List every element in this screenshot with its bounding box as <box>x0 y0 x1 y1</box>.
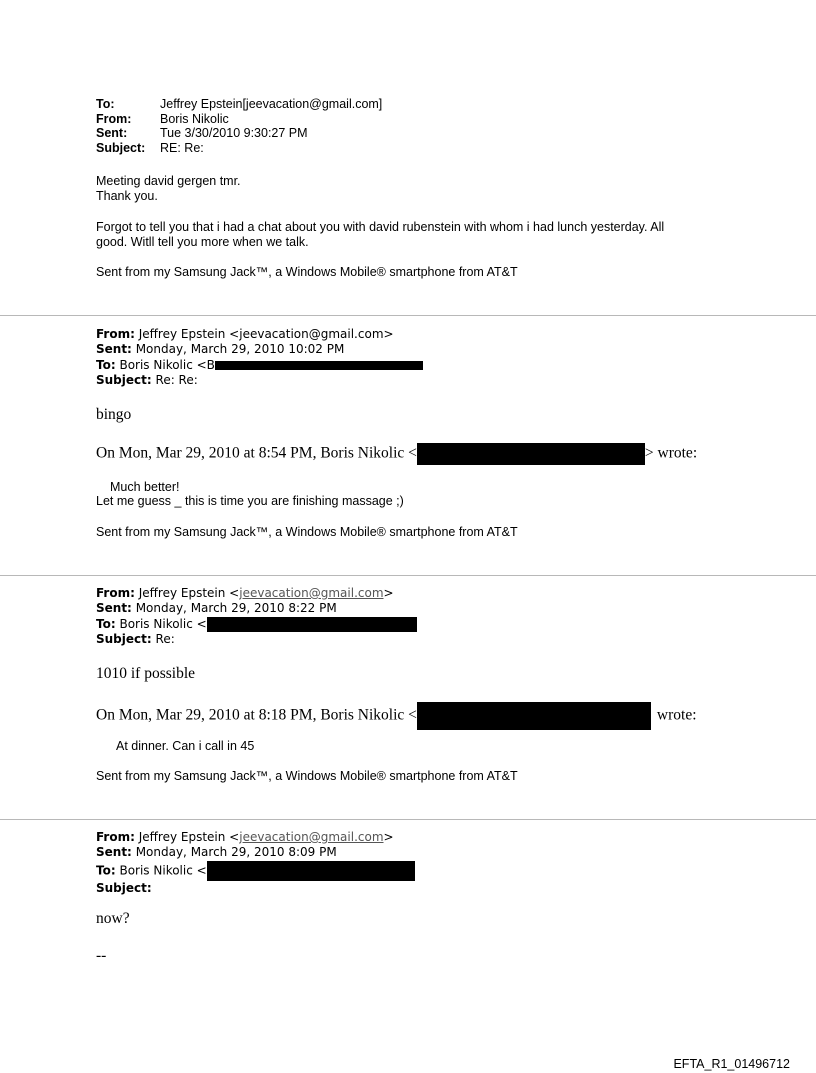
subject-label: Subject: <box>96 140 146 155</box>
to-value: Jeffrey Epstein[jeevacation@gmail.com] <box>160 97 383 111</box>
message-2-signature: Sent from my Samsung Jack™, a Windows Mobile® smartphone from AT&T <box>96 525 518 539</box>
message-1-body <box>96 174 241 203</box>
sent-label: Sent: <box>96 126 128 141</box>
sent-label: Sent: <box>96 601 132 616</box>
sent-label: Sent: <box>96 845 132 860</box>
sent-value: Monday, March 29, 2010 8:22 PM <box>135 601 337 616</box>
message-2-header <box>96 327 423 389</box>
to-value: Boris Nikolic < <box>119 863 207 878</box>
from-name: Jeffrey Epstein < <box>138 586 240 600</box>
to-value: Boris Nikolic <B <box>119 357 215 372</box>
subject-label: Subject: <box>96 373 152 388</box>
message-3-body: 1010 if possible <box>96 665 196 682</box>
body-line: Forgot to tell you that i had a chat about you with david rubenstein with whom i had lunch yesterday. All <box>96 220 665 234</box>
from-label: From: <box>96 830 135 844</box>
sent-value: Monday, March 29, 2010 10:02 PM <box>135 342 345 357</box>
subject-value: RE: Re: <box>160 140 204 155</box>
to-label: To: <box>96 616 116 631</box>
document-id: EFTA_R1_01496712 <box>673 1057 790 1071</box>
quoted-line: Let me guess _ this is time you are finishing massage ;) <box>96 494 404 508</box>
body-line: good. Witll tell you more when we talk. <box>96 234 309 249</box>
message-3-quote-intro <box>96 702 697 730</box>
subject-label: Subject: <box>96 632 152 647</box>
quote-end-text: wrote: <box>656 706 697 724</box>
sent-value: Monday, March 29, 2010 8:09 PM <box>135 845 337 860</box>
redaction-bar <box>417 443 645 465</box>
message-4-body: now? <box>96 910 130 927</box>
to-label: To: <box>96 863 116 878</box>
redaction-bar <box>207 617 417 632</box>
body-line: Thank you. <box>96 188 158 203</box>
message-1-paragraph <box>96 220 664 249</box>
quoted-line: Much better! <box>110 480 180 494</box>
to-label: To: <box>96 357 116 372</box>
subject-value: Re: Re: <box>155 373 198 388</box>
separator-rule <box>0 575 816 576</box>
message-3-signature: Sent from my Samsung Jack™, a Windows Mobile® smartphone from AT&T <box>96 769 518 783</box>
quote-end-text: > wrote: <box>644 444 698 462</box>
message-1-signature: Sent from my Samsung Jack™, a Windows Mobile® smartphone from AT&T <box>96 265 518 279</box>
separator-rule <box>0 315 816 316</box>
to-value: Boris Nikolic < <box>119 616 207 631</box>
to-label: To: <box>96 97 115 111</box>
message-3-header <box>96 586 417 648</box>
from-email-link[interactable]: jeevacation@gmail.com <box>239 830 384 844</box>
from-label: From: <box>96 586 135 600</box>
from-name: Jeffrey Epstein < <box>138 830 240 844</box>
message-4-signature-dash: -- <box>96 947 107 964</box>
from-value: Boris Nikolic <box>160 111 229 126</box>
from-label: From: <box>96 111 132 126</box>
message-4-header <box>96 830 415 896</box>
redaction-bar <box>417 702 651 730</box>
from-email-link[interactable]: jeevacation@gmail.com <box>239 586 384 600</box>
from-label: From: <box>96 327 135 341</box>
message-1-header <box>96 97 382 155</box>
message-2-quote-intro <box>96 443 697 465</box>
quote-intro-text: On Mon, Mar 29, 2010 at 8:18 PM, Boris Nikolic < <box>96 706 417 724</box>
subject-value: Re: <box>155 632 175 647</box>
sent-label: Sent: <box>96 342 132 357</box>
from-close: > <box>383 830 394 844</box>
from-value: Jeffrey Epstein <jeevacation@gmail.com> <box>138 327 394 341</box>
subject-label: Subject: <box>96 880 152 895</box>
body-line: Meeting david gergen tmr. <box>96 174 241 188</box>
quote-intro-text: On Mon, Mar 29, 2010 at 8:54 PM, Boris Nikolic < <box>96 444 417 462</box>
quoted-line: At dinner. Can i call in 45 <box>116 739 255 753</box>
from-close: > <box>383 586 394 600</box>
sent-value: Tue 3/30/2010 9:30:27 PM <box>160 126 308 141</box>
redaction-bar <box>207 861 415 881</box>
separator-rule <box>0 819 816 820</box>
redaction-bar <box>215 361 423 370</box>
message-2-body: bingo <box>96 406 132 423</box>
